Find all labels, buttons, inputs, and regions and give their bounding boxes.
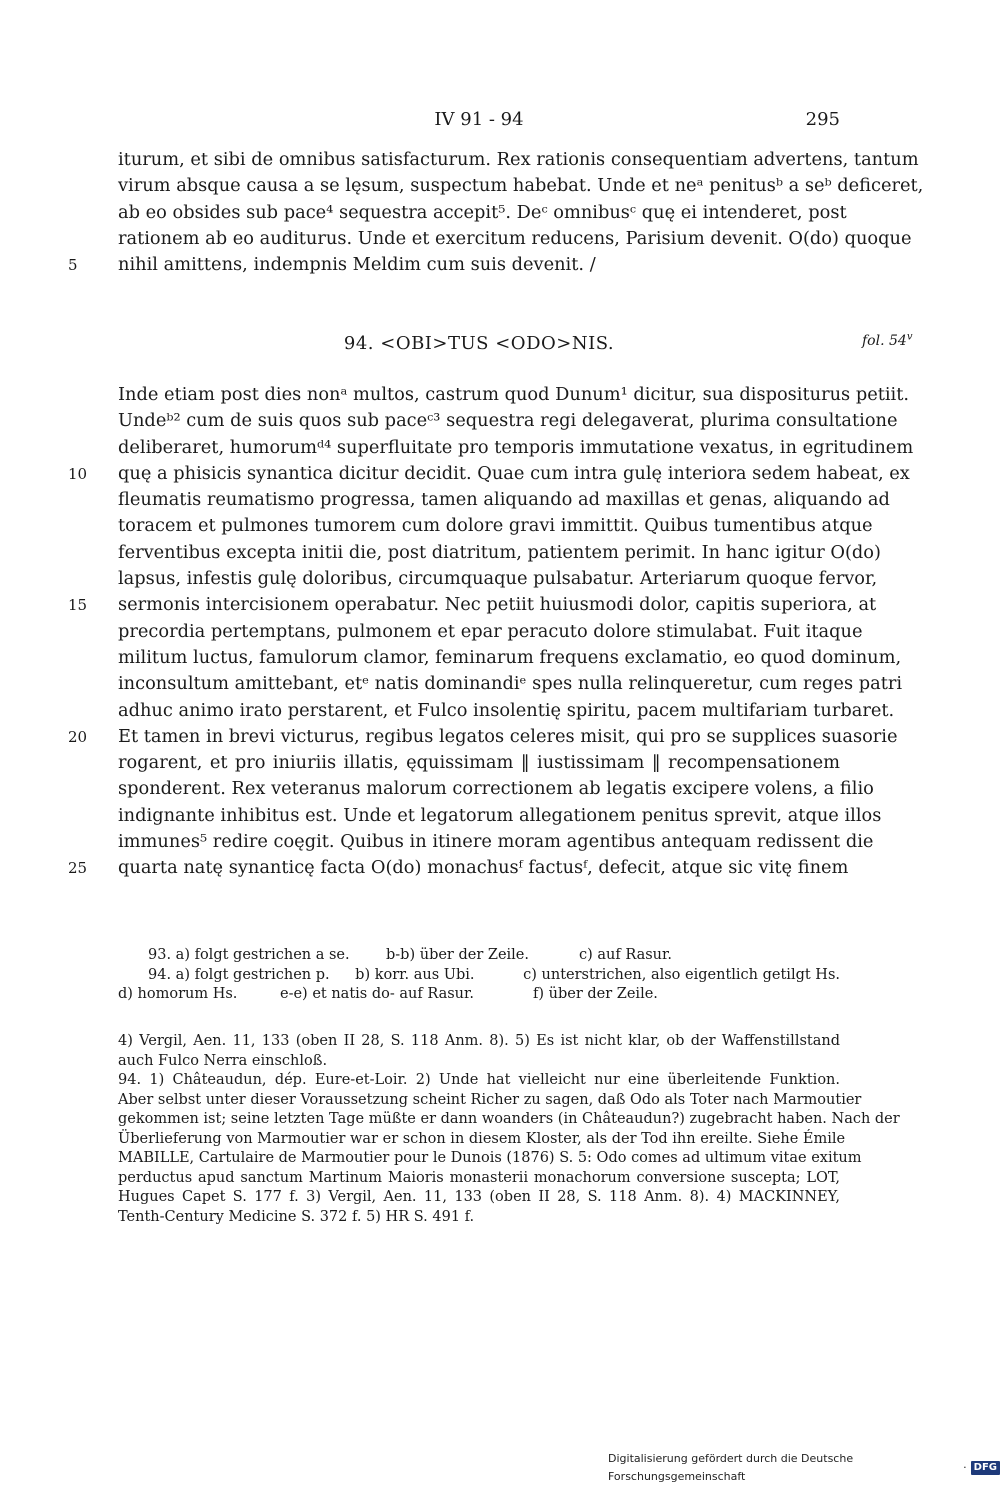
apparatus-note: c) auf Rasur. xyxy=(579,947,672,963)
apparatus-row xyxy=(118,985,840,1005)
apparatus-note: f) über der Zeile. xyxy=(533,986,658,1002)
text-line: inconsultum amittebant, etᵉ natis dominandiᵉ spes nulla relinqueretur, cum reges patri xyxy=(118,673,903,695)
footnote-line: gekommen ist; seine letzten Tage müßte er dann woanders (in Châteaudun?) zugebracht haben. Nach der xyxy=(118,1111,900,1127)
line-number: 25 xyxy=(68,859,88,877)
text-line: quę a phisicis synantica dicitur decidit. Quae cum intra gulę interiora sedem habeat, ex xyxy=(118,462,910,484)
footnote-line: auch Fulco Nerra einschloß. xyxy=(118,1052,328,1069)
line-number: 20 xyxy=(68,728,88,746)
footnote-line: Aber selbst unter dieser Voraussetzung scheint Richer zu sagen, daß Odo als Toter nach Marmoutier xyxy=(118,1091,862,1108)
chapter-title: 94. <OBI>TUS <ODO>NIS. xyxy=(343,333,615,354)
footnote-line: perductus apud sanctum Martinum Maioris monasterii monachorum conversione suscepta; LOT, xyxy=(118,1169,840,1186)
text-line: Undeᵇ² cum de suis quos sub paceᶜ³ sequestra regi delegaverat, plurima consultatione xyxy=(118,410,898,432)
footnotes xyxy=(118,1032,900,1227)
text-line: precordia pertemptans, pulmonem et epar peracuto dolore stimulabat. Fuit itaque xyxy=(118,620,863,642)
section-reference: IV 91 - 94 xyxy=(434,109,524,130)
running-head xyxy=(118,106,840,134)
apparatus-note: 93. a) folgt gestrichen a se. xyxy=(148,947,350,963)
text-line: immunes⁵ redire coęgit. Quibus in itinere moram agentibus antequam redissent die xyxy=(118,831,874,853)
footnote-line: Hugues Capet S. 177 f. 3) Vergil, Aen. 11, 133 (oben II 28, S. 118 Anm. 8). 4) MACKINNEY, xyxy=(118,1189,840,1205)
text-line: virum absque causa a se lęsum, suspectum habebat. Unde et neᵃ penitusᵇ a seᵇ deficeret, xyxy=(118,175,924,197)
folio-reference: fol. 54$^v$ xyxy=(862,331,913,349)
chapter-93-text xyxy=(118,147,924,278)
apparatus-note: e-e) et natis do- auf Rasur. xyxy=(280,986,474,1002)
text-line: Inde etiam post dies nonᵃ multos, castrum quod Dunum¹ dicitur, sua dispositurus petiit. xyxy=(118,384,910,405)
line-number: 5 xyxy=(68,256,78,274)
page-number: 295 xyxy=(805,109,840,130)
digitization-banner: Digitalisierung gefördert durch die Deutsche Forschungsgemeinschaft · DFG xyxy=(608,1459,1000,1477)
apparatus-note: c) unterstrichen, also eigentlich getilgt Hs. xyxy=(523,966,840,983)
footnote-line: Tenth-Century Medicine S. 372 f. 5) HR S. 491 f. xyxy=(118,1208,475,1225)
apparatus-note: b-b) über der Zeile. xyxy=(386,947,529,963)
line-number: 15 xyxy=(68,596,88,614)
dfg-logo: DFG xyxy=(971,1461,1000,1475)
apparatus-row xyxy=(148,966,840,986)
footnote-line: 94. 1) Châteaudun, dép. Eure-et-Loir. 2) Unde hat vielleicht nur eine überleitende Funktion. xyxy=(118,1072,840,1088)
text-line: indignante inhibitus est. Unde et legatorum allegationem penitus sprevit, atque illos xyxy=(118,804,882,826)
footnote-line: MABILLE, Cartulaire de Marmoutier pour le Dunois (1876) S. 5: Odo comes ad ultimum vitae exitum xyxy=(118,1150,862,1166)
apparatus-note: d) homorum Hs. xyxy=(118,986,238,1002)
text-line: rationem ab eo auditurus. Unde et exercitum reducens, Parisium devenit. O(do) quoque xyxy=(118,227,912,249)
banner-text: Digitalisierung gefördert durch die Deutsche Forschungsgemeinschaft xyxy=(608,1452,854,1483)
footnote-line: 4) Vergil, Aen. 11, 133 (oben II 28, S. 118 Anm. 8). 5) Es ist nicht klar, ob der Waffenstillstand xyxy=(118,1033,840,1049)
apparatus-note: b) korr. aus Ubi. xyxy=(355,966,475,983)
line-number: 10 xyxy=(68,465,88,483)
text-line: quarta natę synanticę facta O(do) monachusᶠ factusᶠ, defecit, atque sic vitę finem xyxy=(118,857,849,879)
text-line: sponderent. Rex veteranus malorum correctionem ab legatis excipere volens, a filio xyxy=(118,778,874,800)
text-line: deliberaret, humorumᵈ⁴ superfluitate pro temporis immutatione vexatus, in egritudinem xyxy=(118,436,914,458)
text-line: Et tamen in brevi victurus, regibus legatos celeres misit, qui pro se supplices suasorie xyxy=(118,725,898,747)
text-line: militum luctus, famulorum clamor, feminarum frequens exclamatio, eo quod dominum, xyxy=(118,646,902,668)
text-line: ferventibus excepta initii die, post diatritum, patientem perimit. In hanc igitur O(do) xyxy=(118,541,881,563)
text-line: sermonis intercisionem operabatur. Nec petiit huiusmodi dolor, capitis superiora, at xyxy=(118,594,877,616)
footnote-line: Überlieferung von Marmoutier war er schon in diesem Kloster, als der Tod ihn ereilte. Siehe Émile xyxy=(118,1130,846,1147)
apparatus-note: 94. a) folgt gestrichen p. xyxy=(148,966,330,983)
chapter-94-text xyxy=(118,382,914,882)
text-line: fleumatis reumatismo progressa, tamen aliquando ad maxillas et genas, aliquando ad xyxy=(118,489,890,511)
apparatus-row xyxy=(148,946,840,966)
text-line: nihil amittens, indempnis Meldim cum suis devenit. / xyxy=(118,254,596,276)
text-line: iturum, et sibi de omnibus satisfacturum. Rex rationis consequentiam advertens, tantum xyxy=(118,149,919,170)
text-line: adhuc animo irato perstarent, et Fulco insolentię spiritu, pacem multifariam turbaret. xyxy=(118,699,895,721)
text-line: rogarent, et pro iniuriis illatis, ęquissimam ‖ iustissimam ‖ recompensationem xyxy=(118,752,840,774)
text-line: lapsus, infestis gulę doloribus, circumquaque pulsabatur. Arteriarum quoque fervor, xyxy=(118,568,878,590)
critical-apparatus xyxy=(118,946,840,1005)
text-line: ab eo obsides sub pace⁴ sequestra accepit⁵. Deᶜ omnibusᶜ quę ei intenderet, post xyxy=(118,201,847,223)
text-line: toracem et pulmones tumorem cum dolore gravi immittit. Quibus tumentibus atque xyxy=(118,515,873,537)
